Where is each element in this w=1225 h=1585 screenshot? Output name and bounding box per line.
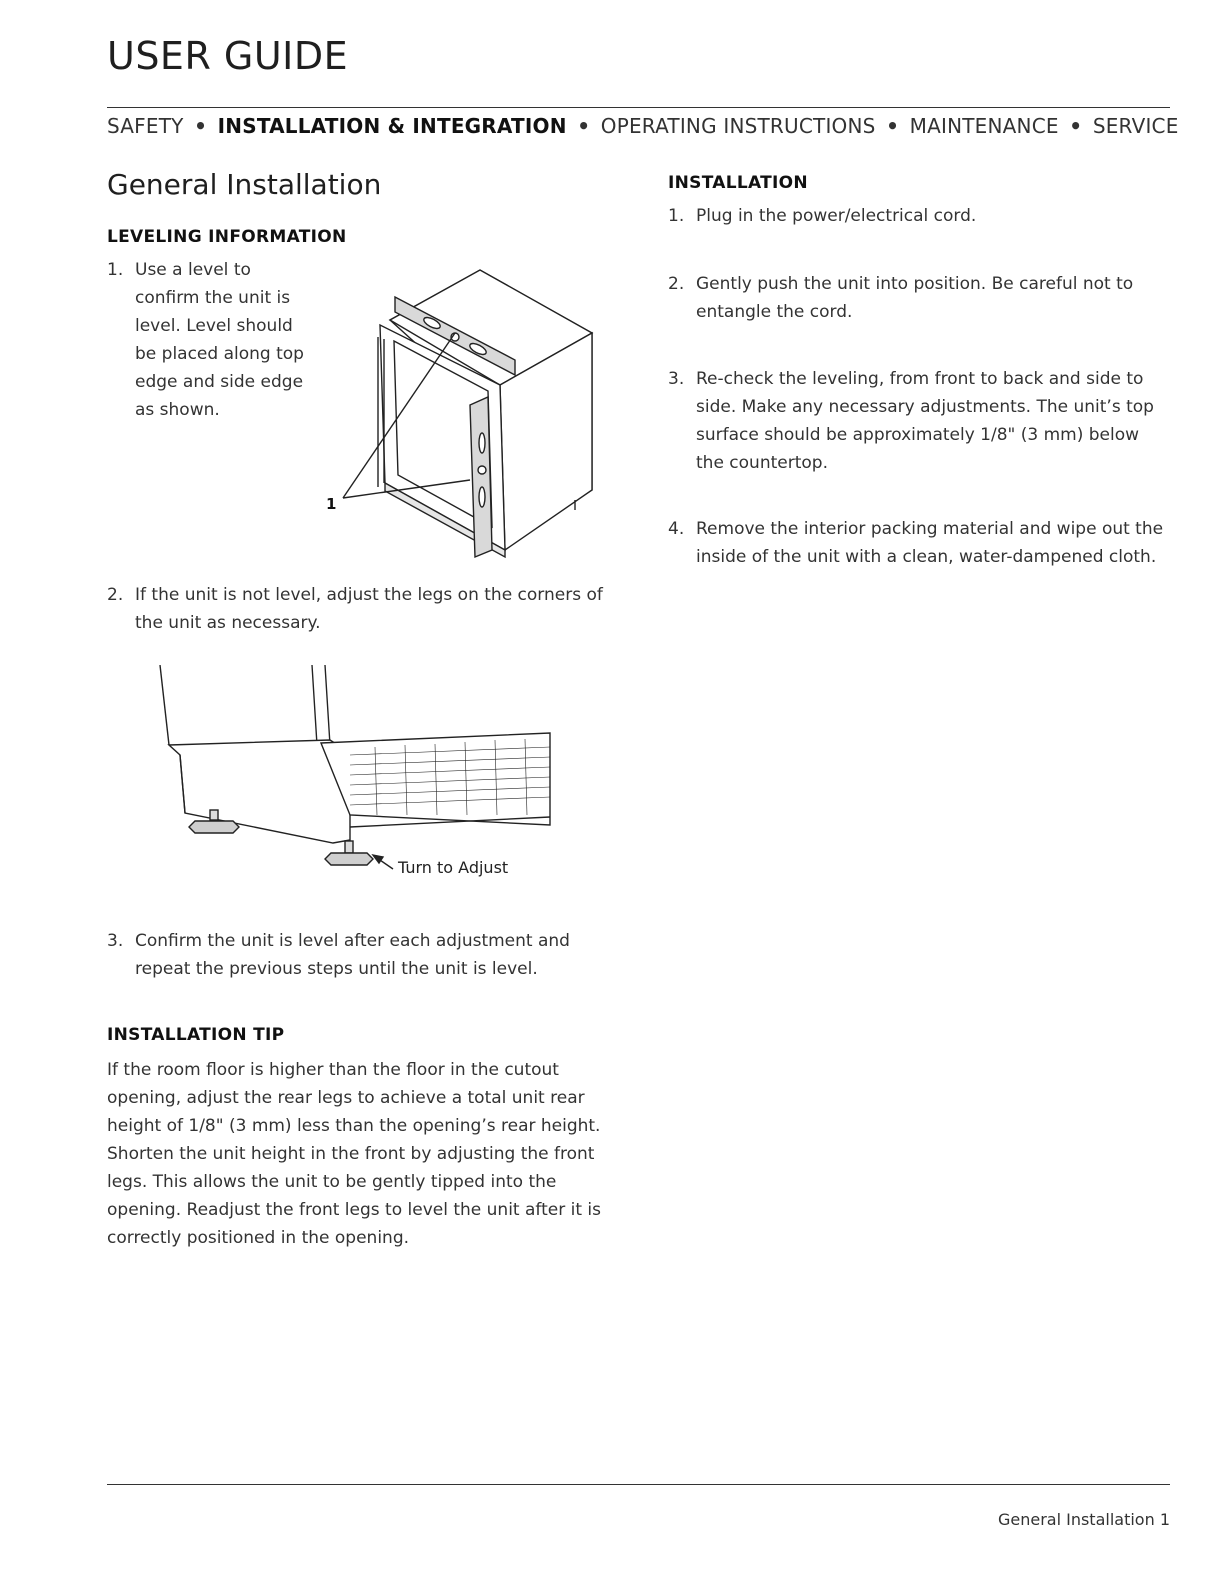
step-number: 2. xyxy=(107,585,124,605)
step-line: Plug in the power/electrical cord. xyxy=(696,206,977,226)
step-line: side. Make any necessary adjustments. The unit’s top xyxy=(696,397,1154,417)
tip-line: opening. Readjust the front legs to level the unit after it is xyxy=(107,1200,601,1220)
nav-separator: • xyxy=(1069,114,1083,138)
leveling-heading: LEVELING INFORMATION xyxy=(107,227,347,247)
step-text xyxy=(696,515,1188,571)
step-number: 3. xyxy=(668,369,685,389)
step-number: 2. xyxy=(668,274,685,294)
nav-separator: • xyxy=(886,114,900,138)
leveling-step-3 xyxy=(107,927,607,983)
tip-line: If the room floor is higher than the floor in the cutout xyxy=(107,1060,559,1080)
tip-line: opening, adjust the rear legs to achieve a total unit rear xyxy=(107,1088,585,1108)
step-line: Remove the interior packing material and wipe out the xyxy=(696,519,1164,539)
step-text xyxy=(135,927,607,983)
step-line: Gently push the unit into position. Be careful not to xyxy=(696,274,1134,294)
step-line: as shown. xyxy=(135,400,220,420)
step-text xyxy=(135,581,607,637)
tip-line: legs. This allows the unit to be gently tipped into the xyxy=(107,1172,557,1192)
nav-safety: SAFETY xyxy=(107,114,184,138)
step-text xyxy=(696,365,1178,477)
step-line: Re-check the leveling, from front to back and side to xyxy=(696,369,1144,389)
step-text xyxy=(135,256,307,424)
tip-line: height of 1/8" (3 mm) less than the opening’s rear height. xyxy=(107,1116,601,1136)
step-line: the unit as necessary. xyxy=(135,613,321,633)
tip-line: correctly positioned in the opening. xyxy=(107,1228,410,1248)
step-line: entangle the cord. xyxy=(696,302,853,322)
step-number: 1. xyxy=(668,206,685,226)
header-rule xyxy=(107,107,1170,108)
nav-installation-active: INSTALLATION & INTEGRATION xyxy=(217,114,567,138)
installation-step-1 xyxy=(668,202,1178,230)
installation-step-3 xyxy=(668,365,1178,477)
tip-line: Shorten the unit height in the front by adjusting the front xyxy=(107,1144,595,1164)
installation-tip-heading: INSTALLATION TIP xyxy=(107,1025,285,1045)
step-line: the countertop. xyxy=(696,453,828,473)
level-placement-illustration xyxy=(320,265,600,565)
step-line: level. Level should xyxy=(135,316,293,336)
page-footer-label: General Installation 1 xyxy=(997,1510,1170,1529)
section-nav xyxy=(107,114,1179,138)
leveling-step-2 xyxy=(107,581,607,637)
nav-separator: • xyxy=(194,114,208,138)
leg-adjustment-illustration xyxy=(155,665,555,885)
section-title: General Installation xyxy=(107,168,382,201)
step-line: inside of the unit with a clean, water-dampened cloth. xyxy=(696,547,1157,567)
step-number: 4. xyxy=(668,519,685,539)
leveling-step-1 xyxy=(107,256,307,424)
step-number: 1. xyxy=(107,260,124,280)
step-line: be placed along top xyxy=(135,344,304,364)
nav-operating: OPERATING INSTRUCTIONS xyxy=(600,114,876,138)
document-title: USER GUIDE xyxy=(107,34,349,78)
footer-rule xyxy=(107,1484,1170,1485)
turn-to-adjust-label: Turn to Adjust xyxy=(398,858,509,877)
step-line: surface should be approximately 1/8" (3 mm) below xyxy=(696,425,1140,445)
step-number: 3. xyxy=(107,931,124,951)
step-line: Use a level to xyxy=(135,260,251,280)
installation-step-4 xyxy=(668,515,1188,571)
callout-number: 1 xyxy=(326,495,337,513)
step-line: Confirm the unit is level after each adjustment and xyxy=(135,931,570,951)
step-text xyxy=(696,270,1178,326)
nav-separator: • xyxy=(577,114,591,138)
step-line: If the unit is not level, adjust the legs on the corners of xyxy=(135,585,603,605)
step-line: edge and side edge xyxy=(135,372,304,392)
step-line: confirm the unit is xyxy=(135,288,291,308)
nav-service: SERVICE xyxy=(1092,114,1179,138)
nav-maintenance: MAINTENANCE xyxy=(909,114,1059,138)
installation-heading: INSTALLATION xyxy=(668,173,808,193)
installation-step-2 xyxy=(668,270,1178,326)
step-line: repeat the previous steps until the unit is level. xyxy=(135,959,538,979)
step-text xyxy=(696,202,1178,230)
installation-tip-text xyxy=(107,1056,627,1252)
